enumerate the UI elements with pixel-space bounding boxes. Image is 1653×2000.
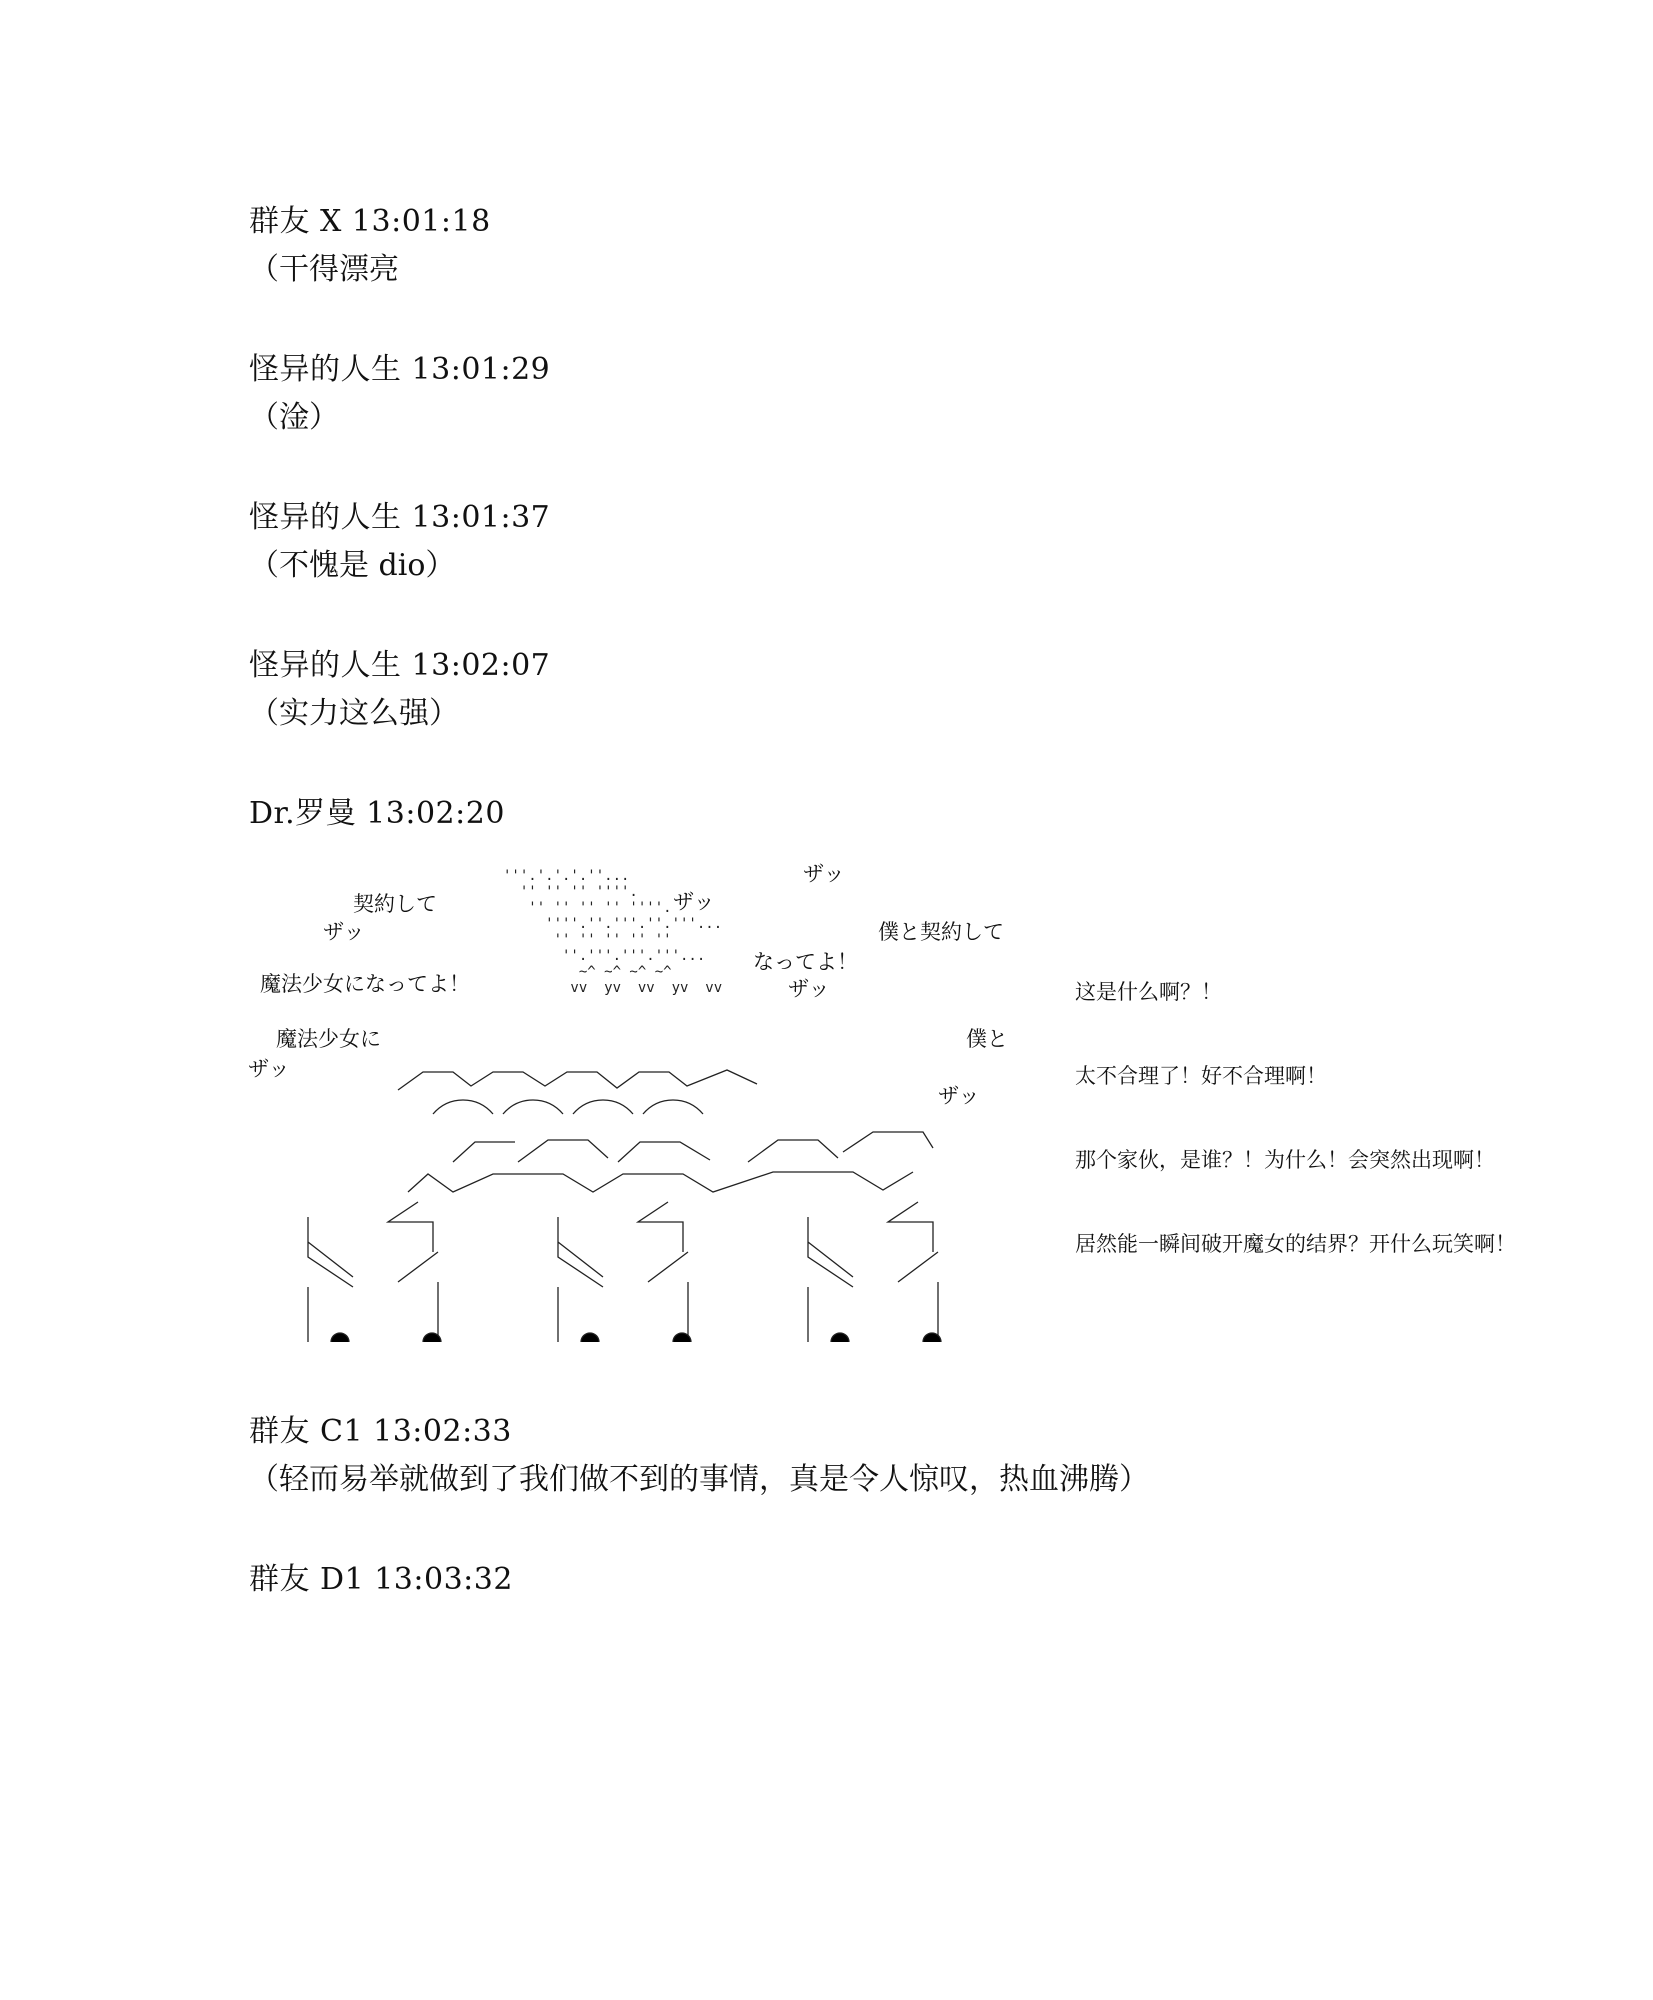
message-body: （干得漂亮	[249, 252, 399, 287]
aa-text-boku-keiyaku: 僕と契約して	[878, 920, 1004, 944]
message-header: 群友 C1 13:02:33	[249, 1414, 512, 1449]
message-body: （实力这么强）	[249, 696, 459, 731]
side-text-line: 居然能一瞬间破开魔女的结界？开什么玩笑啊！	[1075, 1232, 1516, 1256]
message-header: Dr.罗曼 13:02:20	[249, 796, 505, 831]
side-text-line: 这是什么啊？！	[1075, 980, 1222, 1004]
aa-text-mahou: 魔法少女になってよ！	[260, 972, 470, 996]
aa-text-keiyaku: 契約して	[353, 892, 437, 916]
aa-text-za: ザッ	[673, 890, 715, 914]
ascii-art-image	[248, 862, 1048, 1342]
aa-text-za: ザッ	[248, 1057, 290, 1081]
message-3	[249, 498, 550, 586]
message-header: 群友 X 13:01:18	[249, 204, 491, 239]
message-5	[249, 794, 505, 834]
aa-text-natteyo: なってよ！	[753, 950, 858, 974]
message-body: （不愧是 dio）	[249, 548, 456, 583]
aa-text-boku-to: 僕と	[966, 1027, 1008, 1051]
message-7	[249, 1560, 513, 1600]
message-4	[249, 646, 550, 734]
aa-text-mahou: 魔法少女に	[276, 1027, 381, 1051]
aa-text-za: ザッ	[788, 977, 830, 1001]
aa-text-za: ザッ	[938, 1084, 980, 1108]
message-1	[249, 202, 491, 290]
side-text-block	[1075, 922, 1516, 1286]
message-body: （轻而易举就做到了我们做不到的事情，真是令人惊叹，热血沸腾）	[249, 1462, 1149, 1497]
ascii-sparkle: '''.'.'.'.''... '' '' '' ''''. '' '' '' '' ''''. ''''.''.'''.''.'''... '' '' '' '' '' ''.'''.'''.'''... ~^ ~^ ~^ ~^ vv yv vv yv vv	[503, 868, 723, 996]
message-header: 怪异的人生 13:01:29	[249, 352, 551, 387]
side-text-line: 那个家伙，是谁？！为什么！会突然出现啊！	[1075, 1148, 1495, 1172]
message-header: 怪异的人生 13:01:37	[249, 500, 551, 535]
side-text-line: 太不合理了！好不合理啊！	[1075, 1064, 1327, 1088]
message-2	[249, 350, 550, 438]
message-body: （淦）	[249, 400, 339, 435]
aa-text-za: ザッ	[323, 920, 365, 944]
message-header: 群友 D1 13:03:32	[249, 1562, 513, 1597]
message-6	[249, 1412, 1149, 1500]
message-header: 怪异的人生 13:02:07	[249, 648, 551, 683]
aa-text-za: ザッ	[803, 862, 845, 886]
